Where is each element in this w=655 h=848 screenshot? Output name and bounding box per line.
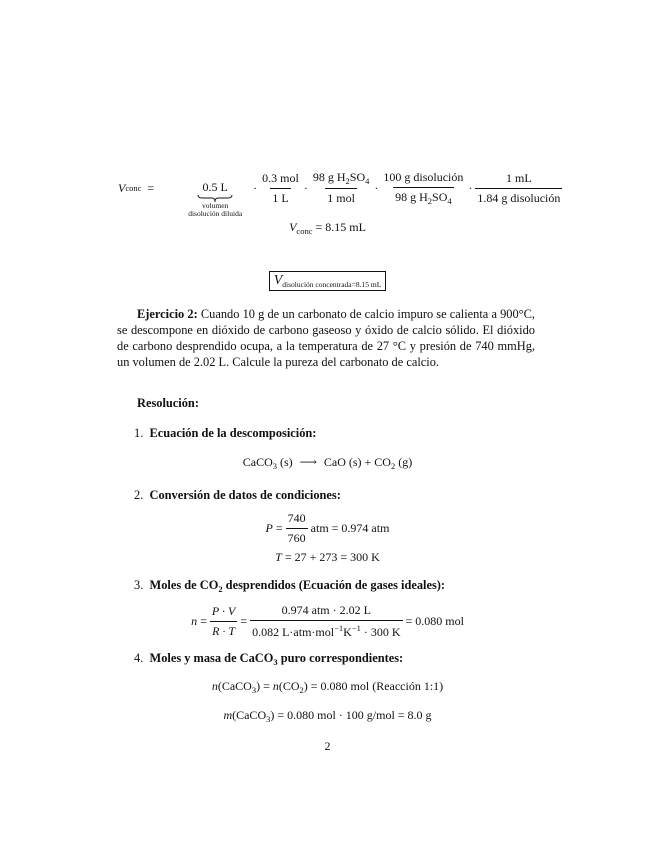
- step-2: 2. Conversión de datos de condiciones:: [134, 488, 341, 502]
- step-4: 4. Moles y masa de CaCO$_3$ puro correspondientes:: [134, 651, 404, 667]
- v-subscript: conc: [125, 183, 142, 193]
- fraction-purity: $\frac{\text{100 g disolución}}{98 g H_2SO_4}$: [383, 170, 464, 206]
- temperature-equation: T = 27 + 273 = 300 K: [275, 550, 380, 564]
- vconc-result: $V_{conc} = 8.15$ mL: [289, 220, 366, 236]
- mcaco3-equation: m(CaCO$_3$) = 0.080 mol · 100 g/mol = 8.0 g: [223, 708, 432, 724]
- boxed-result: $V_{disolución concentrada=8.15 mL}$: [0, 271, 655, 291]
- pressure-equation: P = $\frac{740}{760}$ atm = 0.974 atm: [265, 511, 390, 545]
- exercise-label: Ejercicio 2:: [137, 307, 198, 321]
- step-1: 1. Ecuación de la descomposición:: [134, 426, 317, 440]
- reaction-arrow-icon: ⟶: [299, 455, 317, 469]
- fraction-density: $\frac{1 mL}{\text{1.84 g disolución}}$: [477, 170, 561, 205]
- ncaco3-equation: n(CaCO$_3$) = $n(CO_2) = 0.080$ mol (Reacción 1:1): [211, 679, 444, 695]
- reaction-equation: CaCO$_3$ (s) ⟶ CaO $(s) + CO_2$ (g): [242, 455, 413, 471]
- fraction-molarity: $\frac{\text{0.3 mol}}{1 L}$: [262, 170, 299, 205]
- fraction-molar-mass: $\frac{98 g H_2SO_4}{\text{1 mol}}$: [312, 170, 370, 205]
- step-3: 3. Moles de $CO_2$ desprendidos (Ecuación de gases ideales):: [134, 578, 446, 594]
- v-symbol: V: [118, 180, 126, 195]
- brace-label-2: disolución diluida: [188, 209, 243, 218]
- exercise-paragraph: [117, 306, 535, 370]
- volume-value: 0.5 L: [202, 180, 228, 194]
- volume-underbrace: [180, 180, 250, 218]
- brace-label-1: volumen: [202, 201, 229, 210]
- resolution-heading: Resolución:: [137, 396, 199, 410]
- page-number: 2: [324, 739, 331, 753]
- vconc-equation: V conc = 0.5 L volumen disolución diluida · $\frac{\text{0.3 mol}}{1 L}$ · $\frac{98 g H_2SO_4}{\text{1 mol}}$ · $\frac{\text{100 g disolución}}{98 g H_2SO_4}$ · $\frac{1 mL}{\text{1.84 g disolución}}$: [118, 170, 561, 218]
- exercise-text: Cuando 10 g de un carbonato de calcio impuro se calienta a 900°C, se descompone en dióxido de carbono gaseoso y óxido de calcio sólido. El dióxido de carbono desprendido ocupa, a la temperatura de 27 °C y presión de 740 mmHg, un volumen de 2.02 L. Calcule la pureza del carbonato de calcio.: [117, 307, 535, 369]
- moles-equation: n = $\frac{P \cdot V}{R \cdot T}$ = $\frac{\text{0.974 atm · 2.02 L}}{0.082 L\cdot atm\cdot mol^{-1}K^{-1} \cdot 300 K}$ = 0.080 mol: [191, 603, 464, 639]
- equals-sign: =: [147, 180, 155, 195]
